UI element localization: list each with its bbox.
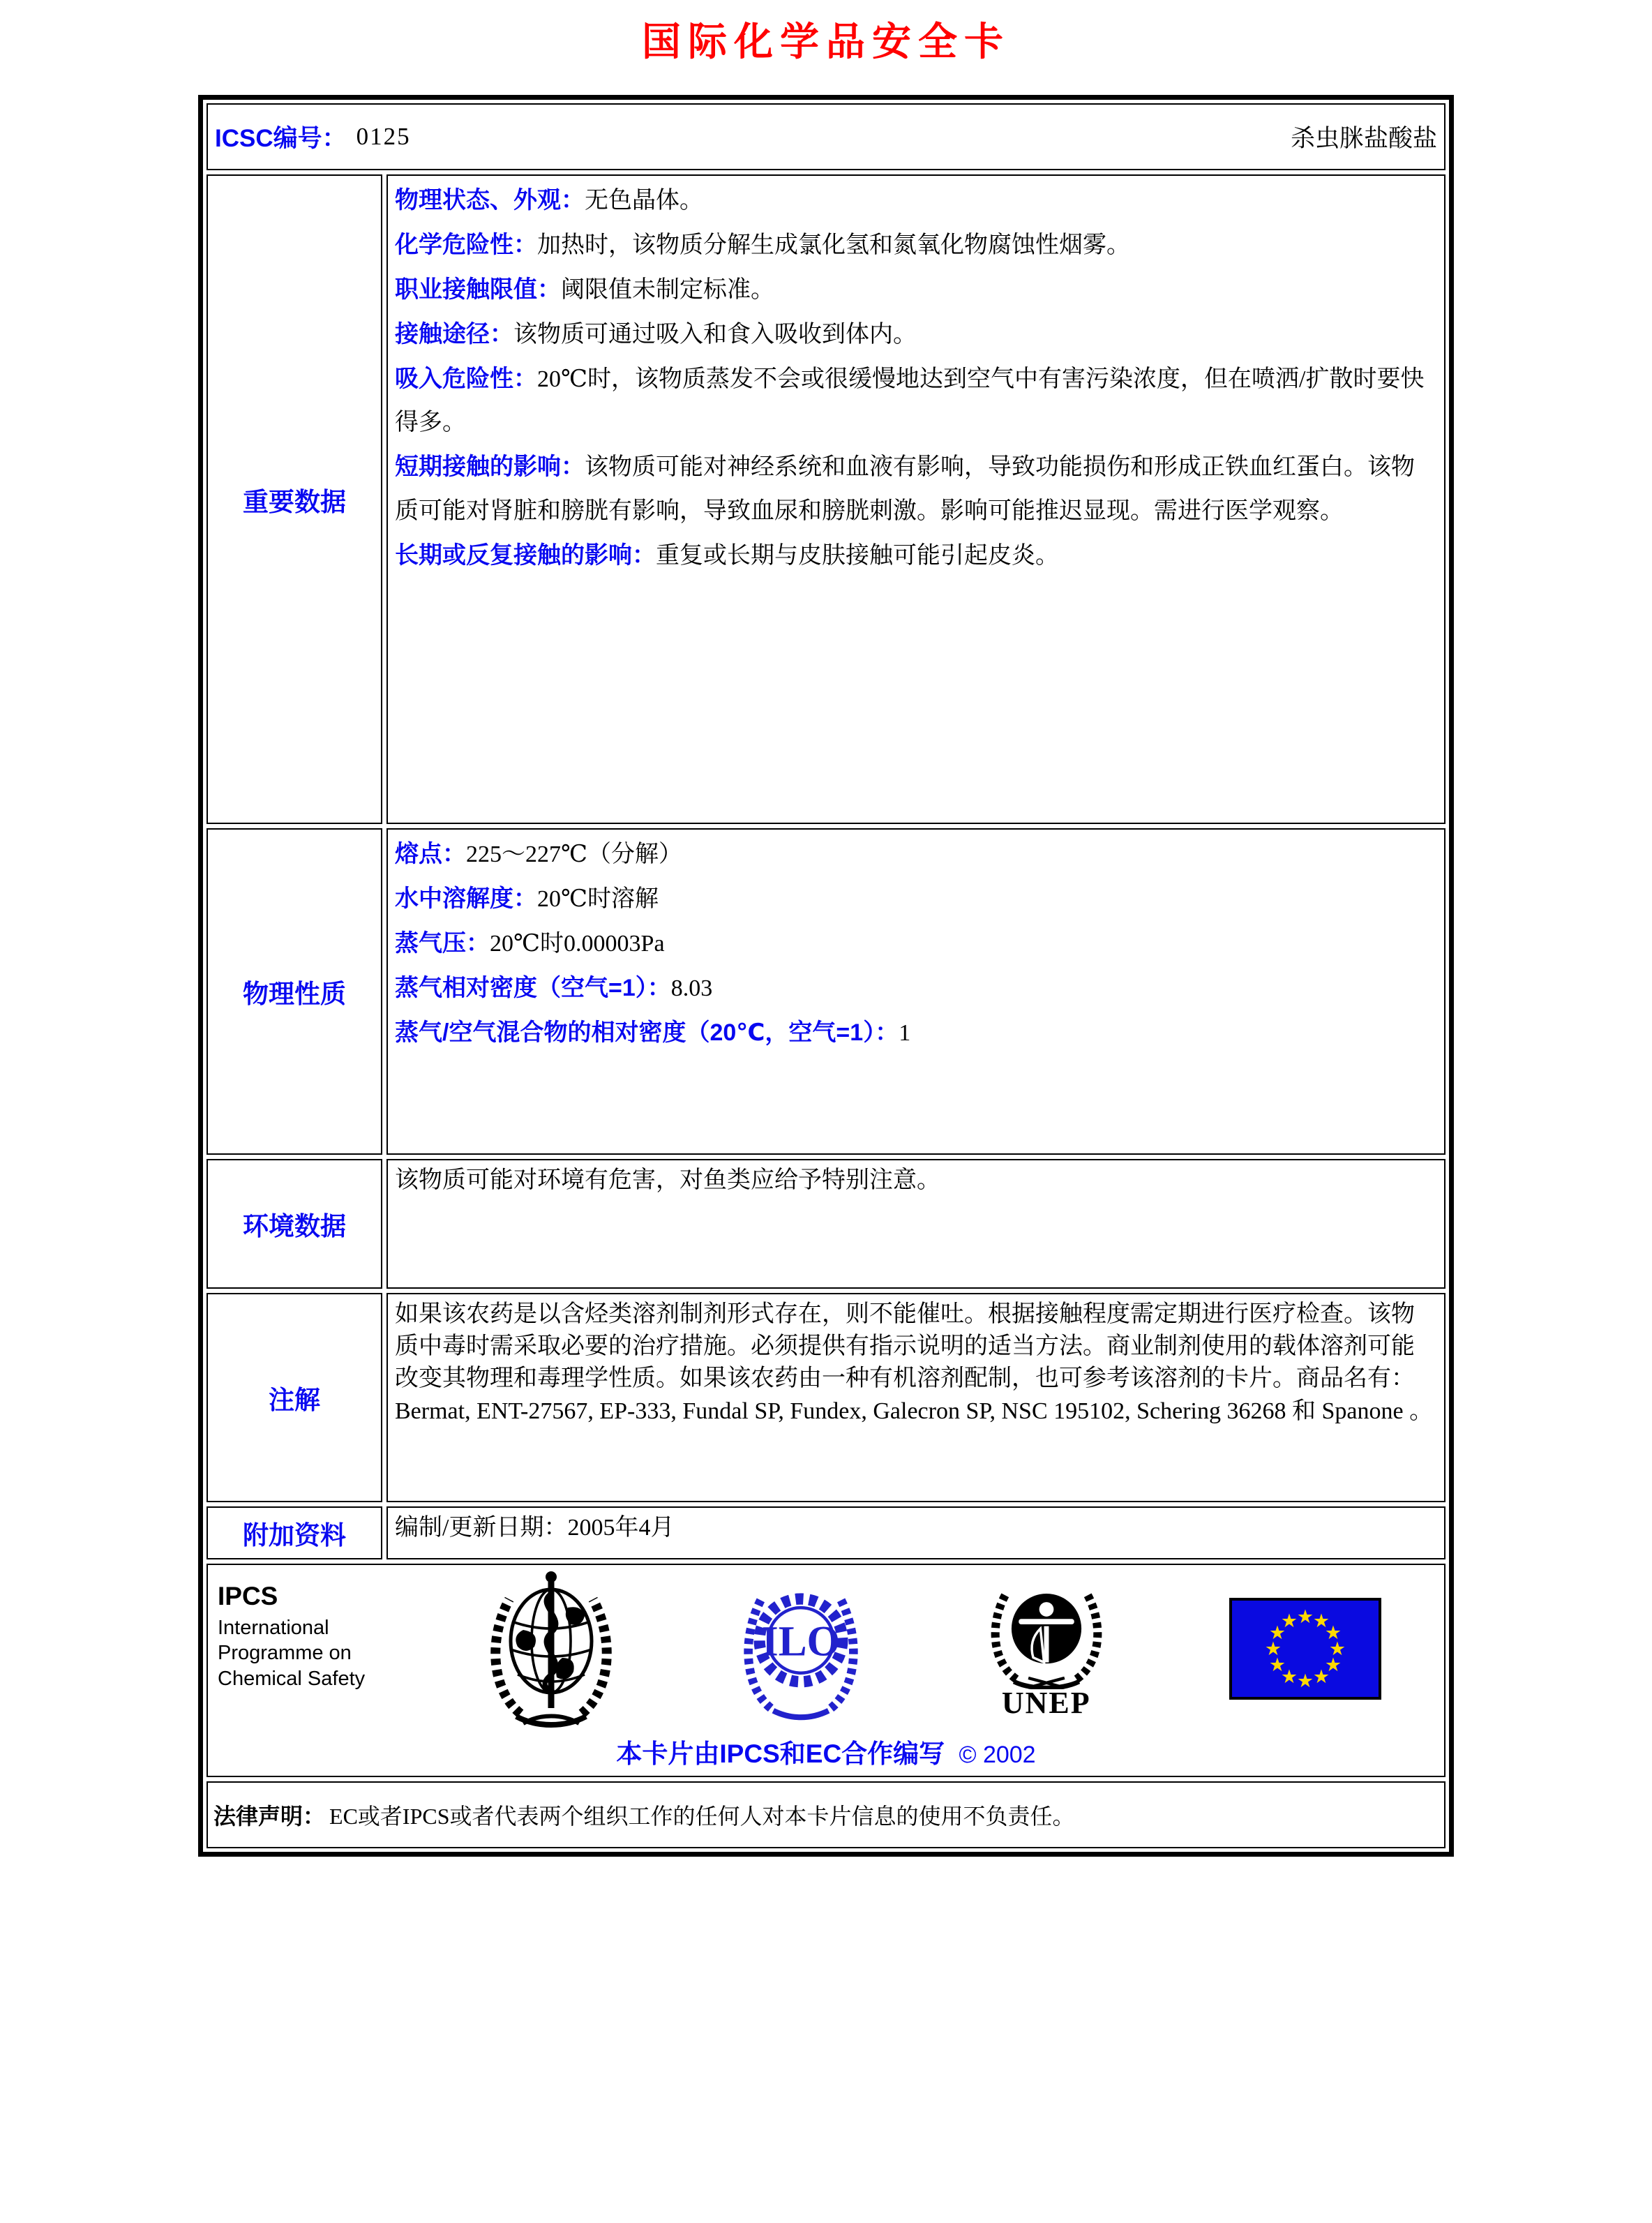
unep-label: UNEP <box>1001 1685 1091 1720</box>
svg-text:★: ★ <box>1312 1666 1330 1688</box>
svg-text:★: ★ <box>1280 1610 1298 1632</box>
field-chemical-danger: 化学危险性：加热时，该物质分解生成氯化氢和氮氧化物腐蚀性烟雾。 <box>395 231 1130 258</box>
footer-caption <box>208 1732 1444 1770</box>
section-label-environmental-data: 环境数据 <box>206 1159 382 1289</box>
svg-text:★: ★ <box>1280 1666 1298 1688</box>
icsc-card <box>198 95 1454 1857</box>
svg-text:★: ★ <box>1268 1654 1286 1676</box>
field-short-term-effects: 短期接触的影响：该物质可能对神经系统和血液有影响，导致功能损伤和形成正铁血红蛋白。该物质可能对肾脏和膀胱有影响，导致血尿和膀胱刺激。影响可能推迟显现。需进行医学观察。 <box>395 454 1415 525</box>
who-logo-icon <box>481 1569 621 1729</box>
notes-content: 如果该农药是以含烃类溶剂制剂形式存在，则不能催吐。根据接触程度需定期进行医疗检查。该物质中毒时需采取必要的治疗措施。必须提供有指示说明的适当方法。商业制剂使用的载体溶剂可能改变其物理和毒理学性质。如果该农药由一种有机溶剂配制，也可参考该溶剂的卡片。商品名有： Bermat, ENT-27567, EP-333, Fundal SP, Fundex, Galecron SP, NSC 195102, Schering 36268 和 Spanone 。 <box>386 1293 1446 1502</box>
icsc-page <box>0 11 1652 1857</box>
copyright-text: © 2002 <box>959 1742 1036 1768</box>
legal-text: EC或者IPCS或者代表两个组织工作的任何人对本卡片信息的使用不负责任。 <box>329 1804 1075 1829</box>
logo-strip <box>208 1572 1444 1726</box>
section-label-notes: 注解 <box>206 1293 382 1502</box>
additional-info-row <box>206 1506 1446 1559</box>
chemical-name: 杀虫脒盐酸盐 <box>1290 125 1437 152</box>
important-data-row <box>206 174 1446 824</box>
footer-cell <box>206 1564 1446 1777</box>
field-occupational-limit: 职业接触限值：阈限值未制定标准。 <box>395 276 774 303</box>
unep-logo-icon <box>980 1578 1113 1689</box>
icsc-number-value: 0125 <box>356 123 411 150</box>
ipcs-text-block: IPCS International Programme on Chemical Safety <box>218 1582 366 1690</box>
ipcs-title: IPCS <box>218 1582 278 1610</box>
card-header-row <box>206 103 1446 170</box>
field-exposure-route: 接触途径：该物质可通过吸入和食入吸收到体内。 <box>395 320 917 347</box>
svg-text:★: ★ <box>1312 1610 1330 1632</box>
svg-text:★: ★ <box>1268 1622 1286 1644</box>
eu-flag-icon <box>1229 1598 1381 1700</box>
ilo-logo-icon <box>738 1574 864 1724</box>
svg-text:★: ★ <box>1264 1638 1282 1660</box>
caption-text: 本卡片由IPCS和EC合作编写 <box>616 1739 945 1768</box>
svg-text:★: ★ <box>1296 1670 1314 1692</box>
section-label-additional-info: 附加资料 <box>206 1506 382 1559</box>
legal-row <box>206 1781 1446 1848</box>
field-water-solubility: 水中溶解度：20℃时溶解 <box>395 885 659 912</box>
svg-text:★: ★ <box>1324 1622 1342 1644</box>
environmental-data-row <box>206 1159 1446 1289</box>
important-data-content <box>386 174 1446 824</box>
section-label-physical-properties: 物理性质 <box>206 828 382 1155</box>
section-label-important-data: 重要数据 <box>206 174 382 824</box>
page-title: 国际化学品安全卡 <box>642 19 1010 65</box>
legal-label: 法律声明： <box>213 1804 326 1829</box>
svg-text:★: ★ <box>1296 1606 1314 1628</box>
field-long-term-effects: 长期或反复接触的影响：重复或长期与皮肤接触可能引起皮炎。 <box>395 542 1059 569</box>
additional-info-content: 编制/更新日期：2005年4月 <box>386 1506 1446 1559</box>
legal-cell <box>206 1781 1446 1848</box>
field-vapor-pressure: 蒸气压：20℃时0.00003Pa <box>395 929 665 957</box>
unep-logo-block <box>980 1578 1113 1721</box>
svg-text:ILO: ILO <box>761 1617 840 1665</box>
field-vapor-density: 蒸气相对密度（空气=1）：8.03 <box>395 974 713 1001</box>
notes-row <box>206 1293 1446 1502</box>
field-melting-point: 熔点：225～227℃（分解） <box>395 841 683 867</box>
card-header <box>206 103 1446 170</box>
physical-properties-row <box>206 828 1446 1155</box>
icsc-number-label: ICSC编号： <box>215 125 347 152</box>
svg-text:★: ★ <box>1328 1638 1346 1660</box>
field-inhalation-risk: 吸入危险性：20℃时，该物质蒸发不会或很缓慢地达到空气中有害污染浓度，但在喷洒/扩散时要快得多。 <box>395 365 1425 436</box>
footer-row <box>206 1564 1446 1777</box>
svg-text:★: ★ <box>1324 1654 1342 1676</box>
field-physical-state: 物理状态、外观：无色晶体。 <box>395 187 703 214</box>
environmental-data-content: 该物质可能对环境有危害，对鱼类应给予特别注意。 <box>386 1159 1446 1289</box>
field-vapor-air-density: 蒸气/空气混合物的相对密度（20℃，空气=1）：1 <box>395 1019 911 1046</box>
physical-properties-content <box>386 828 1446 1155</box>
